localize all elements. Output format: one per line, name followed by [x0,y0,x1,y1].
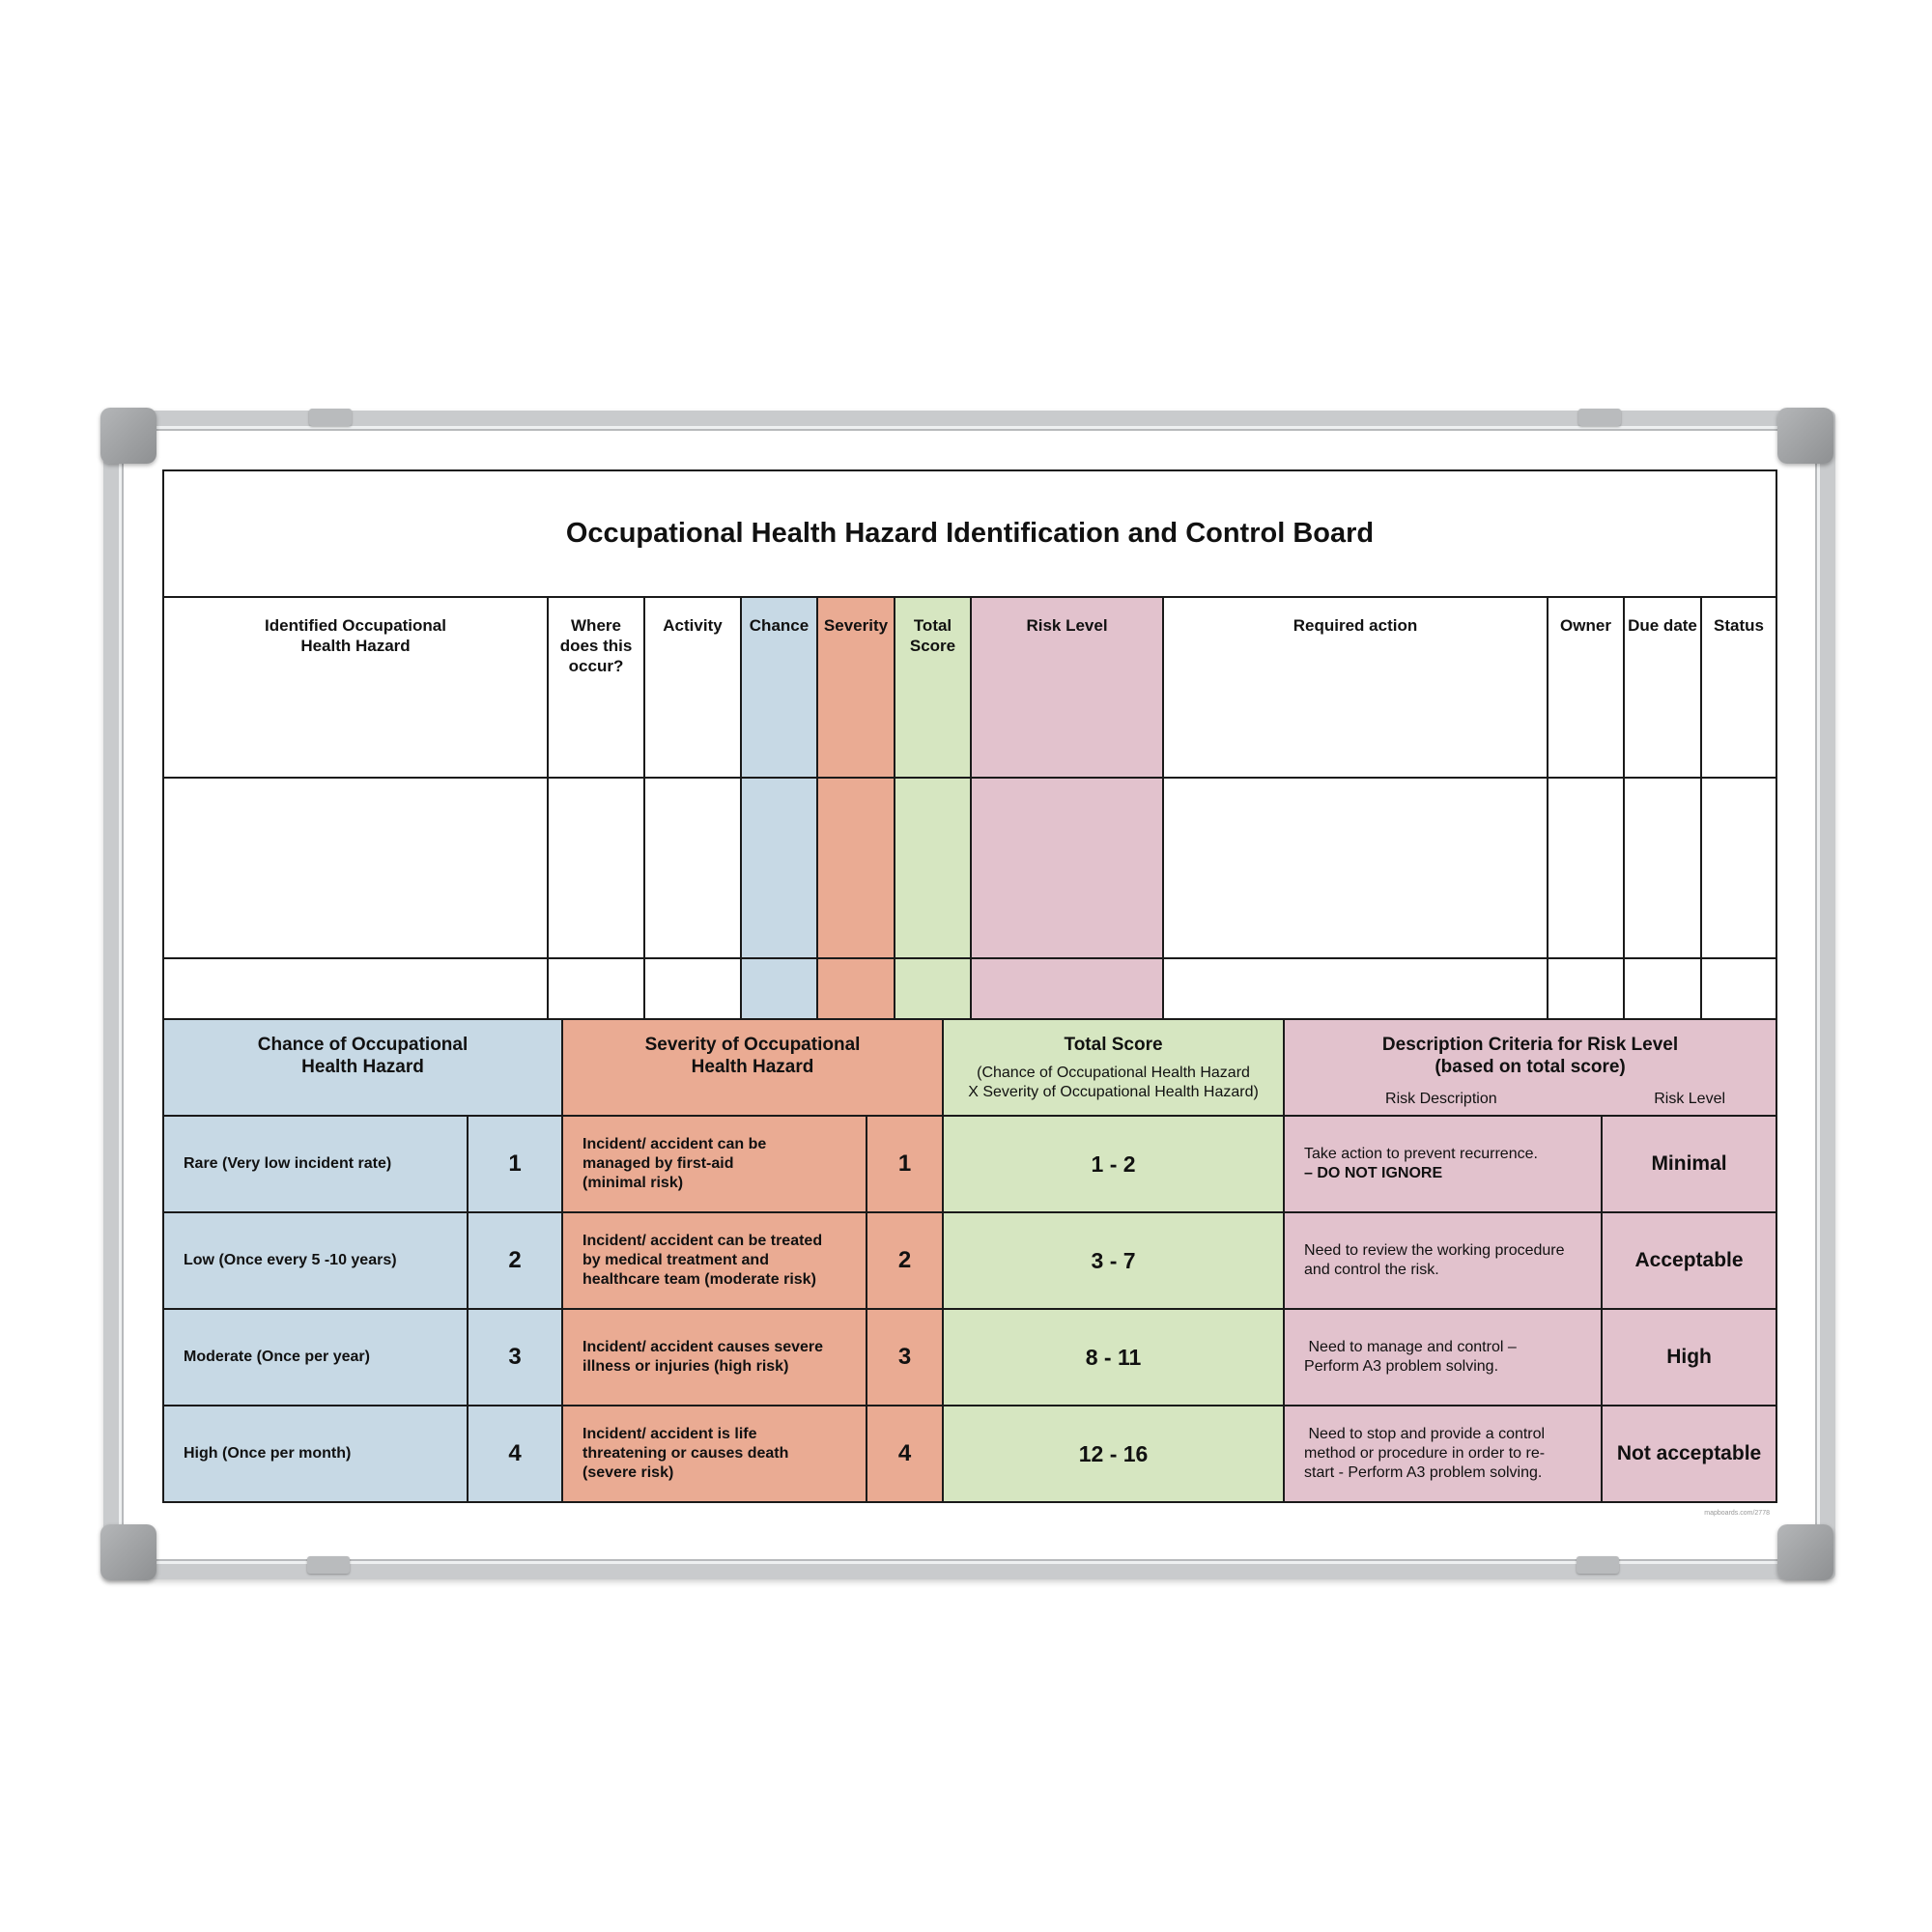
total-score-range: 12 - 16 [943,1406,1284,1502]
chance-value: 3 [468,1309,562,1406]
legend-row [163,1116,1776,1212]
board-title: Occupational Health Hazard Identification and Control Board [163,470,1776,597]
cell-total-score[interactable] [895,778,971,958]
cell-hazard[interactable] [163,778,548,958]
watermark: mapboards.com/2778 [1704,1510,1770,1517]
cell-chance[interactable] [741,778,817,958]
severity-description: Incident/ accident causes severe illness or injuries (high risk) [562,1309,867,1406]
severity-value: 3 [867,1309,943,1406]
severity-description: Incident/ accident is life threatening or causes death (severe risk) [562,1406,867,1502]
col-header-total-score: Total Score [895,597,971,778]
col-header-required-action: Required action [1163,597,1548,778]
col-header-status: Status [1701,597,1776,778]
hazard-board [162,469,1776,1517]
severity-value: 2 [867,1212,943,1309]
cell-severity[interactable] [817,778,895,958]
risk-description: Take action to prevent recurrence. – DO NOT IGNORE [1284,1116,1602,1212]
severity-value: 4 [867,1406,943,1502]
cell-required-action[interactable] [1163,778,1548,958]
chance-value: 4 [468,1406,562,1502]
risk-description-subheading: Risk Description [1385,1091,1497,1107]
cell-due-date[interactable] [1624,778,1701,958]
col-header-owner: Owner [1548,597,1624,778]
cell-where[interactable] [548,778,644,958]
col-header-activity: Activity [644,597,741,778]
legend-header-row [163,1019,1776,1116]
total-score-range: 8 - 11 [943,1309,1284,1406]
severity-value: 1 [867,1116,943,1212]
risk-level-subheading: Risk Level [1654,1091,1726,1107]
cell-activity[interactable] [644,778,741,958]
column-header-row [163,597,1776,778]
risk-description: Need to review the working procedure and control the risk. [1284,1212,1602,1309]
chance-description: Moderate (Once per year) [163,1309,468,1406]
risk-level-value: Not acceptable [1602,1406,1776,1502]
legend-row [163,1309,1776,1406]
col-header-risk-level: Risk Level [971,597,1163,778]
risk-level-value: Minimal [1602,1116,1776,1212]
chance-value: 2 [468,1212,562,1309]
frame-corner-bottom-right [1777,1524,1833,1580]
chance-description: Rare (Very low incident rate) [163,1116,468,1212]
col-header-chance: Chance [741,597,817,778]
chance-description: Low (Once every 5 -10 years) [163,1212,468,1309]
frame-clip [1578,409,1621,426]
legend-row [163,1406,1776,1502]
total-score-range: 1 - 2 [943,1116,1284,1212]
frame-corner-bottom-left [100,1524,156,1580]
cell-status[interactable] [1701,778,1776,958]
col-header-severity: Severity [817,597,895,778]
col-header-where: Where does this occur? [548,597,644,778]
risk-legend [162,1018,1777,1503]
risk-description: Need to stop and provide a control method or procedure in order to re- start - Perform A3 problem solving. [1284,1406,1602,1502]
col-header-hazard: Identified Occupational Health Hazard [163,597,548,778]
chance-legend-heading: Chance of Occupational Health Hazard [163,1019,562,1116]
table-row [163,778,1776,958]
chance-value: 1 [468,1116,562,1212]
severity-description: Incident/ accident can be managed by first-aid (minimal risk) [562,1116,867,1212]
risk-level-value: High [1602,1309,1776,1406]
frame-clip [309,409,352,426]
cell-risk-level[interactable] [971,778,1163,958]
frame-clip [307,1556,350,1574]
risk-description-emphasis: – DO NOT IGNORE [1304,1165,1443,1181]
frame-corner-top-left [100,408,156,464]
frame-clip [1577,1556,1619,1574]
total-score-formula: (Chance of Occupational Health Hazard X Severity of Occupational Health Hazard) [968,1065,1259,1100]
risk-description: Need to manage and control – Perform A3 problem solving. [1284,1309,1602,1406]
legend-row [163,1212,1776,1309]
criteria-legend-heading: Description Criteria for Risk Level (based on total score) Risk Description Risk Level [1284,1019,1776,1116]
frame-corner-top-right [1777,408,1833,464]
severity-description: Incident/ accident can be treated by medical treatment and healthcare team (moderate risk) [562,1212,867,1309]
risk-level-value: Acceptable [1602,1212,1776,1309]
chance-description: High (Once per month) [163,1406,468,1502]
col-header-due-date: Due date [1624,597,1701,778]
cell-owner[interactable] [1548,778,1624,958]
total-score-legend-heading: Total Score (Chance of Occupational Health Hazard X Severity of Occupational Health Hazard) [943,1019,1284,1116]
total-score-range: 3 - 7 [943,1212,1284,1309]
severity-legend-heading: Severity of Occupational Health Hazard [562,1019,943,1116]
